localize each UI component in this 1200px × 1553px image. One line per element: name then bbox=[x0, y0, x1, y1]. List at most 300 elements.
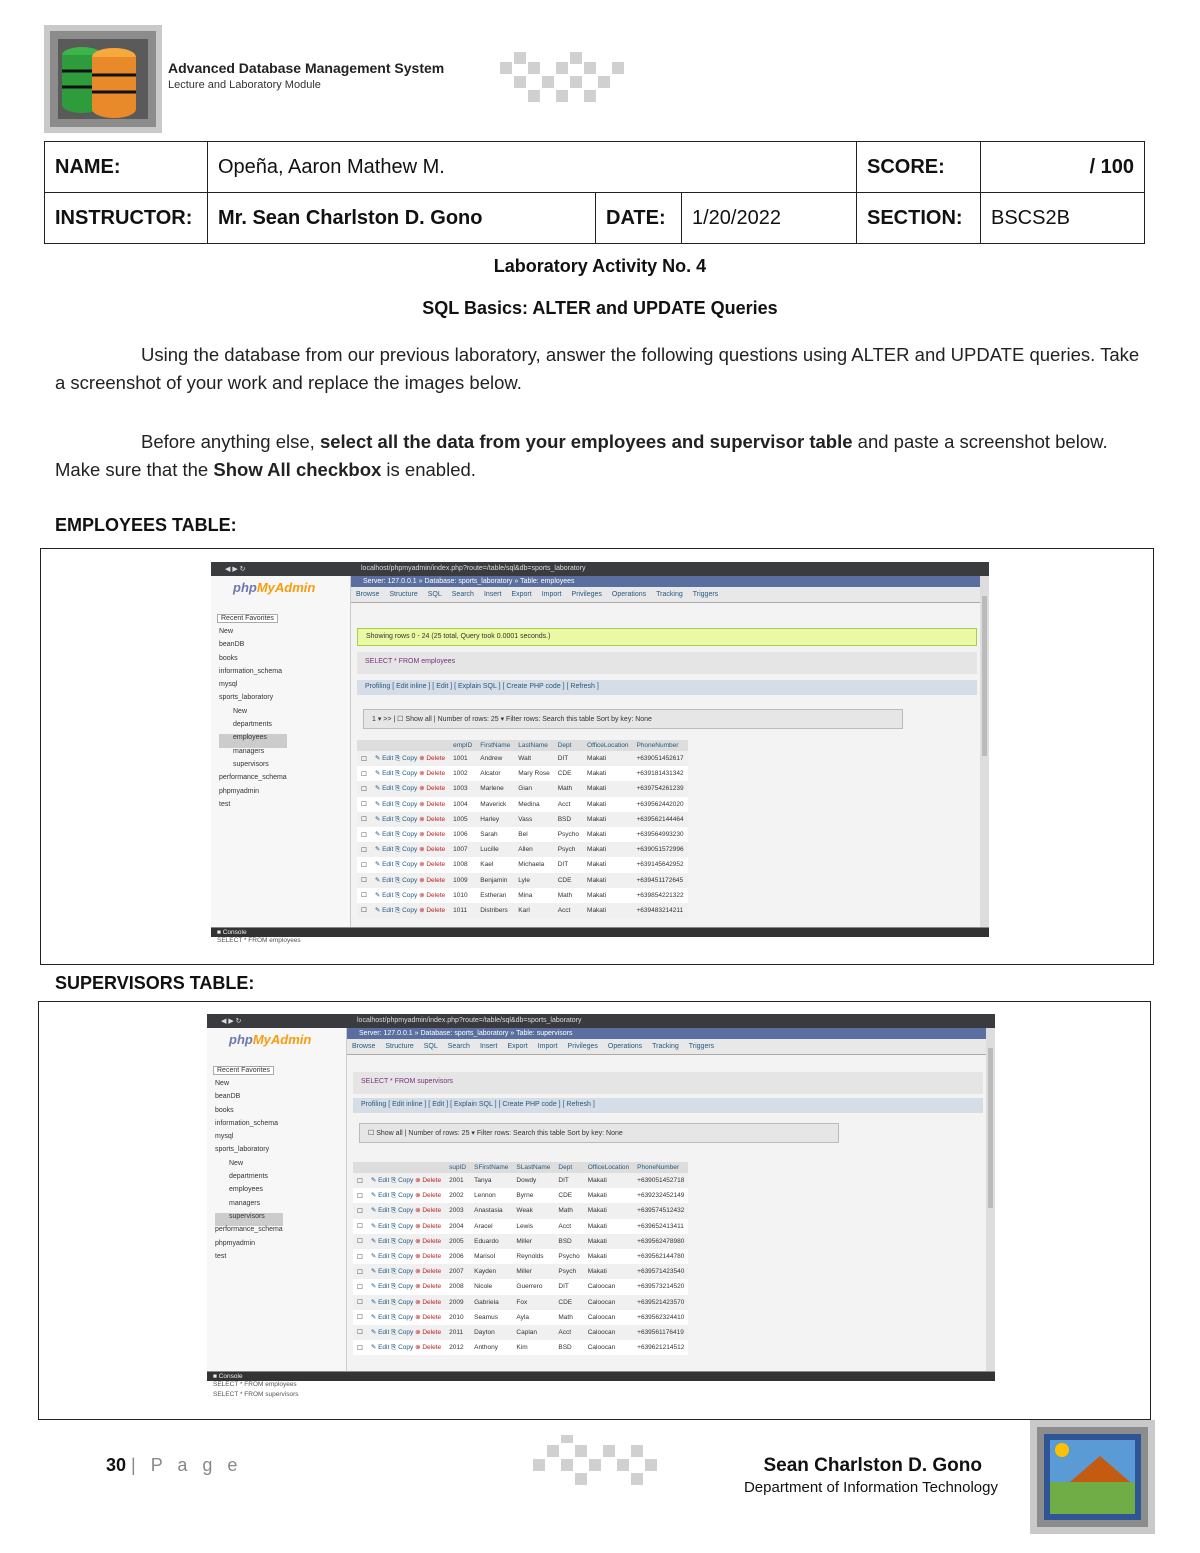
row-checkbox[interactable]: ☐ bbox=[353, 1234, 367, 1249]
tree-item[interactable]: test bbox=[215, 1252, 227, 1260]
edit-copy-links[interactable]: ✎ Edit ⎘ Copy bbox=[370, 1253, 416, 1261]
tree-item[interactable]: employees bbox=[229, 1186, 263, 1194]
edit-copy-links[interactable]: ✎ Edit ⎘ Copy bbox=[374, 846, 420, 854]
row-checkbox[interactable]: ☐ bbox=[357, 857, 371, 872]
edit-copy-links[interactable]: ✎ Edit ⎘ Copy bbox=[374, 785, 420, 793]
tree-item[interactable]: beanDB bbox=[215, 1093, 241, 1101]
tree-item[interactable]: performance_schema bbox=[215, 1226, 283, 1234]
tree-item[interactable]: New bbox=[215, 1080, 230, 1087]
profiling-bar[interactable]: Profiling [ Edit inline ] [ Edit ] [ Explain SQL ] [ Create PHP code ] [ Refresh ] bbox=[353, 1098, 983, 1113]
tab-tracking[interactable]: Tracking bbox=[652, 1043, 679, 1050]
delete-link[interactable]: ⊗ Delete bbox=[419, 906, 446, 914]
tree-item[interactable]: departments bbox=[229, 1173, 268, 1181]
edit-copy-links[interactable]: ✎ Edit ⎘ Copy bbox=[370, 1222, 416, 1230]
table-cell: Lyle bbox=[514, 873, 553, 888]
tree-item-supervisors[interactable]: supervisors bbox=[215, 1213, 283, 1226]
table-row bbox=[353, 1310, 688, 1325]
table-cell: Makati bbox=[584, 1173, 633, 1188]
col-header[interactable]: SFirstName bbox=[470, 1162, 512, 1173]
delete-link[interactable]: ⊗ Delete bbox=[419, 815, 446, 823]
edit-copy-links[interactable]: ✎ Edit ⎘ Copy bbox=[374, 755, 420, 763]
row-actions[interactable] bbox=[371, 827, 449, 842]
scroll-thumb[interactable] bbox=[982, 596, 987, 756]
row-actions[interactable] bbox=[371, 888, 449, 903]
supervisors-screenshot-frame bbox=[38, 1001, 1151, 1420]
table-row bbox=[357, 903, 688, 918]
delete-link[interactable]: ⊗ Delete bbox=[415, 1237, 442, 1245]
table-cell: DIT bbox=[554, 1279, 583, 1294]
table-row bbox=[357, 766, 688, 781]
table-cell: Ayla bbox=[512, 1310, 554, 1325]
table-cell: Weak bbox=[512, 1203, 554, 1218]
col-header[interactable]: PhoneNumber bbox=[632, 740, 687, 751]
table-cell: Guerrero bbox=[512, 1279, 554, 1294]
edit-copy-links[interactable]: ✎ Edit ⎘ Copy bbox=[374, 876, 420, 884]
db-tree bbox=[219, 628, 287, 814]
table-cell: 1003 bbox=[449, 781, 476, 796]
table-cell: Math bbox=[554, 1310, 583, 1325]
tree-item-employees[interactable]: employees bbox=[219, 734, 287, 747]
delete-link[interactable]: ⊗ Delete bbox=[419, 891, 446, 899]
row-actions[interactable] bbox=[367, 1279, 445, 1294]
url-text: localhost/phpmyadmin/index.php?route=/table/sql&db=sports_laboratory bbox=[357, 1017, 582, 1024]
tree-item[interactable]: managers bbox=[229, 1199, 261, 1207]
tab-export[interactable]: Export bbox=[507, 1043, 528, 1050]
row-checkbox[interactable]: ☐ bbox=[357, 903, 371, 918]
row-actions[interactable] bbox=[367, 1188, 445, 1203]
tab-search[interactable]: Search bbox=[451, 591, 474, 598]
row-checkbox[interactable]: ☐ bbox=[353, 1340, 367, 1355]
table-cell: Makati bbox=[584, 1203, 633, 1218]
tab-operations[interactable]: Operations bbox=[611, 591, 647, 598]
module-title: Advanced Database Management System bbox=[168, 60, 445, 76]
table-cell: +639181431342 bbox=[632, 766, 687, 781]
tree-item[interactable]: departments bbox=[233, 721, 272, 729]
row-actions[interactable] bbox=[371, 873, 449, 888]
table-cell: +639854221322 bbox=[632, 888, 687, 903]
tree-item[interactable]: mysql bbox=[215, 1133, 234, 1141]
delete-link[interactable]: ⊗ Delete bbox=[415, 1268, 442, 1276]
table-cell: Lewis bbox=[512, 1219, 554, 1234]
table-cell: 2010 bbox=[445, 1310, 470, 1325]
table-cell: Makati bbox=[583, 812, 632, 827]
edit-copy-links[interactable]: ✎ Edit ⎘ Copy bbox=[370, 1177, 416, 1185]
table-cell: Anthony bbox=[470, 1340, 512, 1355]
db-tree bbox=[215, 1080, 283, 1266]
table-row bbox=[357, 888, 688, 903]
row-checkbox[interactable]: ☐ bbox=[353, 1203, 367, 1218]
table-cell: +639521423570 bbox=[633, 1295, 688, 1310]
col-header[interactable]: Dept bbox=[554, 1162, 583, 1173]
table-cell: Bel bbox=[514, 827, 553, 842]
table-cell: +639621214512 bbox=[633, 1340, 688, 1355]
table-cell: Makati bbox=[583, 903, 632, 918]
table-cell: +639051572996 bbox=[632, 842, 687, 857]
col-header bbox=[357, 740, 371, 751]
tree-item[interactable]: phpmyadmin bbox=[219, 787, 260, 795]
table-cell: Marisol bbox=[470, 1249, 512, 1264]
delete-link[interactable]: ⊗ Delete bbox=[419, 785, 446, 793]
table-row bbox=[353, 1234, 688, 1249]
row-actions[interactable] bbox=[367, 1203, 445, 1218]
table-cell: 2011 bbox=[445, 1325, 470, 1340]
tree-item[interactable]: beanDB bbox=[219, 641, 245, 649]
tree-item[interactable]: New bbox=[219, 628, 234, 635]
pma-sidebar bbox=[211, 576, 351, 957]
tab-triggers[interactable]: Triggers bbox=[692, 591, 719, 598]
tree-item[interactable]: supervisors bbox=[233, 760, 269, 768]
table-cell: CDE bbox=[554, 873, 583, 888]
delete-link[interactable]: ⊗ Delete bbox=[419, 861, 446, 869]
col-header[interactable]: PhoneNumber bbox=[633, 1162, 688, 1173]
table-cell: 2009 bbox=[445, 1295, 470, 1310]
tree-item[interactable]: sports_laboratory bbox=[215, 1146, 270, 1154]
row-actions[interactable] bbox=[371, 857, 449, 872]
edit-copy-links[interactable]: ✎ Edit ⎘ Copy bbox=[374, 861, 420, 869]
row-actions[interactable] bbox=[367, 1340, 445, 1355]
edit-copy-links[interactable]: ✎ Edit ⎘ Copy bbox=[370, 1298, 416, 1306]
tree-item[interactable]: New bbox=[229, 1159, 244, 1167]
row-actions[interactable] bbox=[367, 1310, 445, 1325]
table-cell: Makati bbox=[583, 781, 632, 796]
table-cell: +639573214520 bbox=[633, 1279, 688, 1294]
delete-link[interactable]: ⊗ Delete bbox=[415, 1177, 442, 1185]
tab-insert[interactable]: Insert bbox=[479, 1043, 498, 1050]
edit-copy-links[interactable]: ✎ Edit ⎘ Copy bbox=[370, 1328, 416, 1336]
table-cell: Miller bbox=[512, 1264, 554, 1279]
row-actions[interactable] bbox=[367, 1234, 445, 1249]
col-header[interactable]: SLastName bbox=[512, 1162, 554, 1173]
edit-copy-links[interactable]: ✎ Edit ⎘ Copy bbox=[374, 831, 420, 839]
pagination-bar[interactable]: ☐ Show all | Number of rows: 25 ▾ Filter rows: Search this table Sort by key: None bbox=[359, 1123, 839, 1143]
activity-number: Laboratory Activity No. 4 bbox=[493, 256, 707, 276]
task-text: is enabled. bbox=[381, 459, 476, 480]
row-checkbox[interactable]: ☐ bbox=[357, 812, 371, 827]
col-header[interactable]: empID bbox=[449, 740, 476, 751]
tree-item[interactable]: New bbox=[233, 707, 248, 715]
pixel-decoration-icon bbox=[500, 52, 625, 112]
tab-privileges[interactable]: Privileges bbox=[567, 1043, 598, 1050]
footer-author: Sean Charlston D. Gono bbox=[763, 1455, 982, 1476]
row-actions[interactable] bbox=[367, 1264, 445, 1279]
table-cell: DIT bbox=[554, 1173, 583, 1188]
table-cell: 1006 bbox=[449, 827, 476, 842]
table-cell: 1009 bbox=[449, 873, 476, 888]
date-value: 1/20/2022 bbox=[682, 193, 857, 244]
table-cell: Kayden bbox=[470, 1264, 512, 1279]
delete-link[interactable]: ⊗ Delete bbox=[415, 1298, 442, 1306]
table-cell: Makati bbox=[584, 1249, 633, 1264]
tree-item[interactable]: books bbox=[219, 654, 238, 662]
pma-main bbox=[351, 576, 989, 957]
table-cell: Seamus bbox=[470, 1310, 512, 1325]
tab-browse[interactable]: Browse bbox=[356, 591, 380, 598]
delete-link[interactable]: ⊗ Delete bbox=[419, 876, 446, 884]
table-cell: Distribers bbox=[476, 903, 514, 918]
table-row bbox=[353, 1249, 688, 1264]
row-checkbox[interactable]: ☐ bbox=[357, 797, 371, 812]
instructor-label: INSTRUCTOR: bbox=[45, 193, 208, 244]
pixel-decoration-icon bbox=[533, 1435, 658, 1495]
tree-item[interactable]: books bbox=[215, 1106, 234, 1114]
table-cell: Karl bbox=[514, 903, 553, 918]
edit-copy-links[interactable]: ✎ Edit ⎘ Copy bbox=[370, 1313, 416, 1321]
table-cell: Anastasia bbox=[470, 1203, 512, 1218]
delete-link[interactable]: ⊗ Delete bbox=[415, 1328, 442, 1336]
row-actions[interactable] bbox=[367, 1219, 445, 1234]
table-cell: 1001 bbox=[449, 751, 476, 766]
pma-toolbar bbox=[351, 587, 989, 603]
row-checkbox[interactable]: ☐ bbox=[357, 873, 371, 888]
row-actions[interactable] bbox=[367, 1295, 445, 1310]
col-header[interactable]: Dept bbox=[554, 740, 583, 751]
table-cell: Caloocan bbox=[584, 1279, 633, 1294]
edit-copy-links[interactable]: ✎ Edit ⎘ Copy bbox=[370, 1344, 416, 1352]
tab-tracking[interactable]: Tracking bbox=[656, 591, 683, 598]
scrollbar[interactable] bbox=[986, 1028, 995, 1411]
delete-link[interactable]: ⊗ Delete bbox=[415, 1253, 442, 1261]
row-actions[interactable] bbox=[371, 781, 449, 796]
table-cell: Makati bbox=[583, 873, 632, 888]
edit-copy-links[interactable]: ✎ Edit ⎘ Copy bbox=[370, 1237, 416, 1245]
success-message: Showing rows 0 - 24 (25 total, Query took 0.0001 seconds.) bbox=[357, 628, 977, 646]
edit-copy-links[interactable]: ✎ Edit ⎘ Copy bbox=[370, 1207, 416, 1215]
row-checkbox[interactable]: ☐ bbox=[357, 842, 371, 857]
tree-item[interactable]: performance_schema bbox=[219, 774, 287, 782]
supervisors-grid bbox=[353, 1162, 688, 1355]
row-actions[interactable] bbox=[367, 1173, 445, 1188]
table-cell: Caplan bbox=[512, 1325, 554, 1340]
tab-sql[interactable]: SQL bbox=[423, 1043, 438, 1050]
row-checkbox[interactable]: ☐ bbox=[353, 1249, 367, 1264]
table-cell: +639145642952 bbox=[632, 857, 687, 872]
table-row bbox=[357, 827, 688, 842]
section-value: BSCS2B bbox=[981, 193, 1145, 244]
table-cell: Makati bbox=[583, 857, 632, 872]
table-cell: +639051452617 bbox=[632, 751, 687, 766]
nav-arrows-icon: ◀ ▶ ↻ bbox=[221, 1018, 242, 1025]
col-header[interactable]: FirstName bbox=[476, 740, 514, 751]
table-cell: 2006 bbox=[445, 1249, 470, 1264]
table-cell: Makati bbox=[584, 1264, 633, 1279]
delete-link[interactable]: ⊗ Delete bbox=[415, 1192, 442, 1200]
row-actions[interactable] bbox=[371, 842, 449, 857]
row-actions[interactable] bbox=[367, 1325, 445, 1340]
tree-item[interactable]: managers bbox=[233, 747, 265, 755]
tree-item[interactable]: test bbox=[219, 800, 231, 808]
supervisors-rows bbox=[353, 1173, 688, 1355]
table-cell: Makati bbox=[583, 888, 632, 903]
delete-link[interactable]: ⊗ Delete bbox=[419, 800, 446, 808]
scroll-thumb[interactable] bbox=[988, 1048, 993, 1208]
edit-copy-links[interactable]: ✎ Edit ⎘ Copy bbox=[370, 1268, 416, 1276]
table-cell: Caloocan bbox=[584, 1325, 633, 1340]
row-checkbox[interactable]: ☐ bbox=[353, 1295, 367, 1310]
col-header bbox=[353, 1162, 367, 1173]
table-cell: +639561176419 bbox=[633, 1325, 688, 1340]
console-panel bbox=[207, 1371, 995, 1411]
scrollbar[interactable] bbox=[980, 576, 989, 957]
table-cell: CDE bbox=[554, 1188, 583, 1203]
col-header bbox=[371, 740, 449, 751]
row-checkbox[interactable]: ☐ bbox=[353, 1188, 367, 1203]
pma-main bbox=[347, 1028, 995, 1411]
row-checkbox[interactable]: ☐ bbox=[353, 1219, 367, 1234]
name-label: NAME: bbox=[45, 142, 208, 193]
table-cell: Allen bbox=[514, 842, 553, 857]
col-header bbox=[367, 1162, 445, 1173]
table-cell: Estheran bbox=[476, 888, 514, 903]
page-label: | P a g e bbox=[131, 1455, 243, 1475]
delete-link[interactable]: ⊗ Delete bbox=[419, 831, 446, 839]
table-cell: +639051452718 bbox=[633, 1173, 688, 1188]
edit-copy-links[interactable]: ✎ Edit ⎘ Copy bbox=[374, 770, 420, 778]
table-row bbox=[353, 1188, 688, 1203]
recent-favorites-tabs[interactable]: Recent Favorites bbox=[213, 1066, 274, 1075]
table-cell: Maverick bbox=[476, 797, 514, 812]
row-checkbox[interactable]: ☐ bbox=[353, 1325, 367, 1340]
breadcrumb: Server: 127.0.0.1 » Database: sports_laboratory » Table: supervisors bbox=[347, 1028, 995, 1039]
profiling-bar[interactable]: Profiling [ Edit inline ] [ Edit ] [ Explain SQL ] [ Create PHP code ] [ Refresh ] bbox=[357, 680, 977, 695]
edit-copy-links[interactable]: ✎ Edit ⎘ Copy bbox=[374, 891, 420, 899]
edit-copy-links[interactable]: ✎ Edit ⎘ Copy bbox=[374, 800, 420, 808]
tab-import[interactable]: Import bbox=[537, 1043, 558, 1050]
tab-search[interactable]: Search bbox=[447, 1043, 470, 1050]
delete-link[interactable]: ⊗ Delete bbox=[415, 1222, 442, 1230]
tree-item[interactable]: phpmyadmin bbox=[215, 1239, 256, 1247]
row-checkbox[interactable]: ☐ bbox=[357, 888, 371, 903]
tab-export[interactable]: Export bbox=[511, 591, 532, 598]
console-header[interactable]: ■ Console bbox=[207, 1372, 995, 1381]
row-checkbox[interactable]: ☐ bbox=[357, 751, 371, 766]
table-cell: Acct bbox=[554, 1219, 583, 1234]
delete-link[interactable]: ⊗ Delete bbox=[419, 755, 446, 763]
page-number bbox=[106, 1455, 242, 1476]
table-row bbox=[357, 812, 688, 827]
date-label: DATE: bbox=[596, 193, 682, 244]
module-subtitle: Lecture and Laboratory Module bbox=[168, 79, 321, 91]
tab-import[interactable]: Import bbox=[541, 591, 562, 598]
delete-link[interactable]: ⊗ Delete bbox=[419, 846, 446, 854]
table-cell: Kim bbox=[512, 1340, 554, 1355]
breadcrumb: Server: 127.0.0.1 » Database: sports_laboratory » Table: employees bbox=[351, 576, 989, 587]
employees-screenshot bbox=[211, 562, 989, 957]
edit-copy-links[interactable]: ✎ Edit ⎘ Copy bbox=[370, 1283, 416, 1291]
table-cell: 1002 bbox=[449, 766, 476, 781]
pma-logo: phpMyAdmin bbox=[229, 1032, 312, 1047]
tab-sql[interactable]: SQL bbox=[427, 591, 442, 598]
row-checkbox[interactable]: ☐ bbox=[353, 1173, 367, 1188]
table-cell: Acct bbox=[554, 797, 583, 812]
table-cell: +639652413411 bbox=[633, 1219, 688, 1234]
row-checkbox[interactable]: ☐ bbox=[357, 766, 371, 781]
tab-operations[interactable]: Operations bbox=[607, 1043, 643, 1050]
tab-browse[interactable]: Browse bbox=[352, 1043, 376, 1050]
col-header[interactable]: OfficeLocation bbox=[583, 740, 632, 751]
row-checkbox[interactable]: ☐ bbox=[357, 781, 371, 796]
table-cell: Makati bbox=[583, 766, 632, 781]
table-cell: Dayton bbox=[470, 1325, 512, 1340]
tree-item[interactable]: information_schema bbox=[219, 667, 283, 675]
delete-link[interactable]: ⊗ Delete bbox=[415, 1207, 442, 1215]
task-bold-text: select all the data from your employees and supervisor table bbox=[319, 431, 853, 452]
delete-link[interactable]: ⊗ Delete bbox=[415, 1344, 442, 1352]
table-cell: +639562478980 bbox=[633, 1234, 688, 1249]
row-checkbox[interactable]: ☐ bbox=[353, 1310, 367, 1325]
col-header[interactable]: OfficeLocation bbox=[584, 1162, 633, 1173]
tab-structure[interactable]: Structure bbox=[389, 591, 418, 598]
console-panel bbox=[211, 927, 989, 957]
sql-query-box: SELECT * FROM employees bbox=[357, 652, 977, 674]
table-cell: Psycho bbox=[554, 1249, 583, 1264]
table-cell: Benjamin bbox=[476, 873, 514, 888]
table-row bbox=[353, 1203, 688, 1218]
table-cell: 1004 bbox=[449, 797, 476, 812]
console-header[interactable]: ■ Console bbox=[211, 928, 989, 937]
employees-heading: EMPLOYEES TABLE: bbox=[55, 515, 237, 535]
delete-link[interactable]: ⊗ Delete bbox=[415, 1283, 442, 1291]
table-cell: Michaela bbox=[514, 857, 553, 872]
tab-structure[interactable]: Structure bbox=[385, 1043, 414, 1050]
row-checkbox[interactable]: ☐ bbox=[353, 1279, 367, 1294]
delete-link[interactable]: ⊗ Delete bbox=[419, 770, 446, 778]
table-cell: Caloocan bbox=[584, 1340, 633, 1355]
section-label: SECTION: bbox=[857, 193, 981, 244]
instructions-paragraph: Using the database from our previous laboratory, answer the following questions using ALTER and UPDATE queries. Take a screenshot of your work and replace the images below. bbox=[55, 344, 1140, 393]
edit-copy-links[interactable]: ✎ Edit ⎘ Copy bbox=[370, 1192, 416, 1200]
row-actions[interactable] bbox=[371, 766, 449, 781]
tree-item[interactable]: mysql bbox=[219, 681, 238, 689]
row-actions[interactable] bbox=[371, 903, 449, 918]
database-logo-icon bbox=[44, 25, 162, 133]
pagination-bar[interactable]: 1 ▾ >> | ☐ Show all | Number of rows: 25 ▾ Filter rows: Search this table Sort by key: None bbox=[363, 709, 903, 729]
table-cell: +639483214211 bbox=[632, 903, 687, 918]
table-cell: Makati bbox=[584, 1234, 633, 1249]
table-cell: DIT bbox=[554, 751, 583, 766]
table-cell: Alcator bbox=[476, 766, 514, 781]
table-cell: 1007 bbox=[449, 842, 476, 857]
row-actions[interactable] bbox=[371, 751, 449, 766]
row-checkbox[interactable]: ☐ bbox=[357, 827, 371, 842]
col-header[interactable]: LastName bbox=[514, 740, 553, 751]
row-actions[interactable] bbox=[371, 797, 449, 812]
table-cell: Psycho bbox=[554, 827, 583, 842]
employees-grid bbox=[357, 740, 688, 918]
table-cell: Caloocan bbox=[584, 1295, 633, 1310]
edit-copy-links[interactable]: ✎ Edit ⎘ Copy bbox=[374, 815, 420, 823]
table-cell: DIT bbox=[554, 857, 583, 872]
col-header[interactable]: supID bbox=[445, 1162, 470, 1173]
recent-favorites-tabs[interactable]: Recent Favorites bbox=[217, 614, 278, 623]
row-actions[interactable] bbox=[371, 812, 449, 827]
task-text: Before anything else, bbox=[141, 431, 320, 452]
row-checkbox[interactable]: ☐ bbox=[353, 1264, 367, 1279]
supervisors-heading: SUPERVISORS TABLE: bbox=[55, 973, 255, 993]
tree-item[interactable]: information_schema bbox=[215, 1119, 279, 1127]
table-cell: 2005 bbox=[445, 1234, 470, 1249]
tab-triggers[interactable]: Triggers bbox=[688, 1043, 715, 1050]
table-cell: Medina bbox=[514, 797, 553, 812]
table-cell: Makati bbox=[583, 842, 632, 857]
table-cell: +639571423540 bbox=[633, 1264, 688, 1279]
tree-item[interactable]: sports_laboratory bbox=[219, 694, 274, 702]
table-cell: BSD bbox=[554, 1340, 583, 1355]
tab-insert[interactable]: Insert bbox=[483, 591, 502, 598]
tab-privileges[interactable]: Privileges bbox=[571, 591, 602, 598]
delete-link[interactable]: ⊗ Delete bbox=[415, 1313, 442, 1321]
edit-copy-links[interactable]: ✎ Edit ⎘ Copy bbox=[374, 906, 420, 914]
row-actions[interactable] bbox=[367, 1249, 445, 1264]
